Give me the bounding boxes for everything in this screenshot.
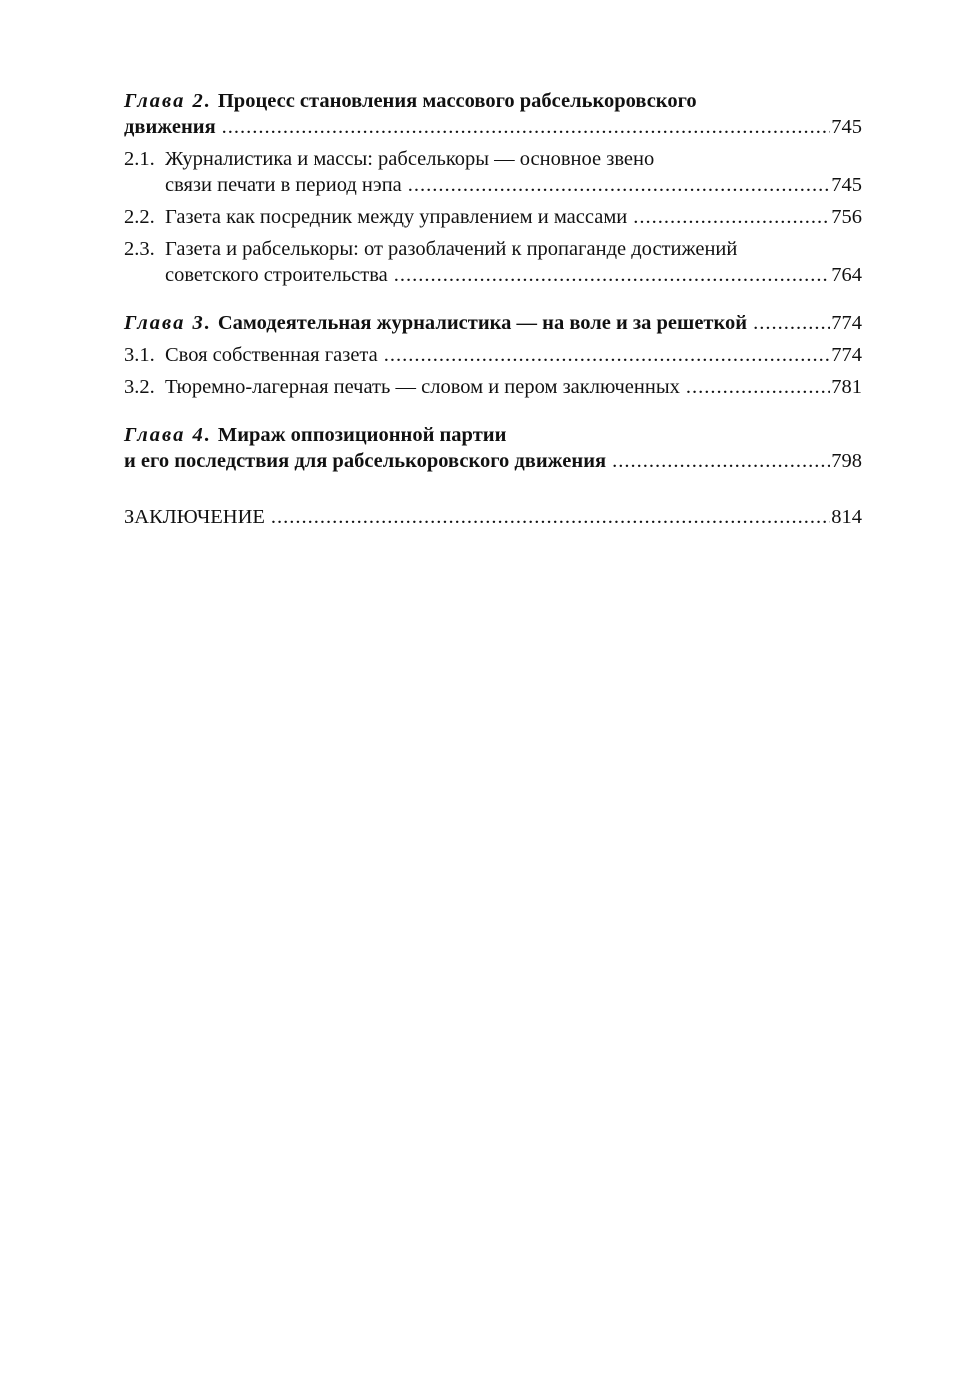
dot-leader — [394, 262, 831, 288]
section-2-1-number: 2.1. — [124, 148, 155, 170]
section-2-2-page: 756 — [831, 206, 862, 228]
section-2-1-line1 — [124, 146, 862, 172]
section-2-3-title: Газета и рабселькоры: от разоблачений к пропаганде достижений — [165, 238, 738, 260]
conclusion-title: ЗАКЛЮЧЕНИЕ — [124, 506, 265, 528]
dot-leader — [633, 204, 830, 230]
chapter-2-label: Глава 2. — [124, 90, 212, 112]
section-2-3-line2 — [124, 262, 862, 288]
toc-chapter-4[interactable] — [124, 422, 862, 474]
chapter-4-label: Глава 4. — [124, 424, 212, 446]
section-3-1-title: Своя собственная газета — [165, 344, 378, 366]
chapter-3-title: Самодеятельная журналистика — на воле и за решеткой — [217, 312, 748, 334]
section-2-1-line2 — [124, 172, 862, 198]
toc-section-2-1[interactable] — [124, 146, 862, 198]
chapter-4-title-cont: и его последствия для рабселькоровского движения — [124, 450, 607, 472]
section-3-2-line1 — [124, 374, 862, 400]
toc-section-3-1[interactable] — [124, 342, 862, 368]
toc-chapter-2[interactable] — [124, 88, 862, 140]
section-3-1-page: 774 — [831, 344, 862, 366]
chapter-2-title-line2 — [124, 114, 862, 140]
section-2-3-title-cont: советского строительства — [165, 264, 388, 286]
chapter-2-page: 745 — [831, 116, 862, 138]
section-3-2-page: 781 — [831, 376, 862, 398]
dot-leader — [408, 172, 830, 198]
section-3-1-number: 3.1. — [124, 344, 155, 366]
chapter-2-title: Процесс становления массового рабселькоровского — [217, 90, 697, 112]
dot-leader — [384, 342, 831, 368]
toc-section-2-2[interactable] — [124, 204, 862, 230]
section-2-2-number: 2.2. — [124, 206, 155, 228]
section-2-3-number: 2.3. — [124, 238, 155, 260]
section-3-2-title: Тюремно-лагерная печать — словом и пером заключенных — [165, 376, 680, 398]
table-of-contents — [124, 88, 862, 530]
toc-conclusion[interactable] — [124, 504, 862, 530]
dot-leader — [222, 114, 831, 140]
dot-leader — [612, 448, 830, 474]
dot-leader — [686, 374, 830, 400]
conclusion-line — [124, 504, 862, 530]
section-2-2-title: Газета как посредник между управлением и массами — [165, 206, 628, 228]
chapter-4-title-line1 — [124, 422, 862, 448]
section-2-3-page: 764 — [831, 264, 862, 286]
section-3-1-line1 — [124, 342, 862, 368]
dot-leader — [753, 310, 830, 336]
chapter-3-page: 774 — [831, 312, 862, 334]
section-2-1-page: 745 — [831, 174, 862, 196]
conclusion-page: 814 — [831, 506, 862, 528]
toc-chapter-3[interactable] — [124, 310, 862, 336]
dot-leader — [271, 504, 830, 530]
chapter-4-page: 798 — [831, 450, 862, 472]
section-2-3-line1 — [124, 236, 862, 262]
section-2-1-title: Журналистика и массы: рабселькоры — основное звено — [165, 148, 655, 170]
chapter-2-title-cont: движения — [124, 116, 216, 138]
chapter-3-label: Глава 3. — [124, 312, 212, 334]
chapter-3-line — [124, 310, 862, 336]
toc-section-2-3[interactable] — [124, 236, 862, 288]
section-2-1-title-cont: связи печати в период нэпа — [165, 174, 402, 196]
toc-section-3-2[interactable] — [124, 374, 862, 400]
chapter-4-title: Мираж оппозиционной партии — [217, 424, 507, 446]
chapter-4-title-line2 — [124, 448, 862, 474]
chapter-2-title-line1 — [124, 88, 862, 114]
section-2-2-line1 — [124, 204, 862, 230]
section-3-2-number: 3.2. — [124, 376, 155, 398]
